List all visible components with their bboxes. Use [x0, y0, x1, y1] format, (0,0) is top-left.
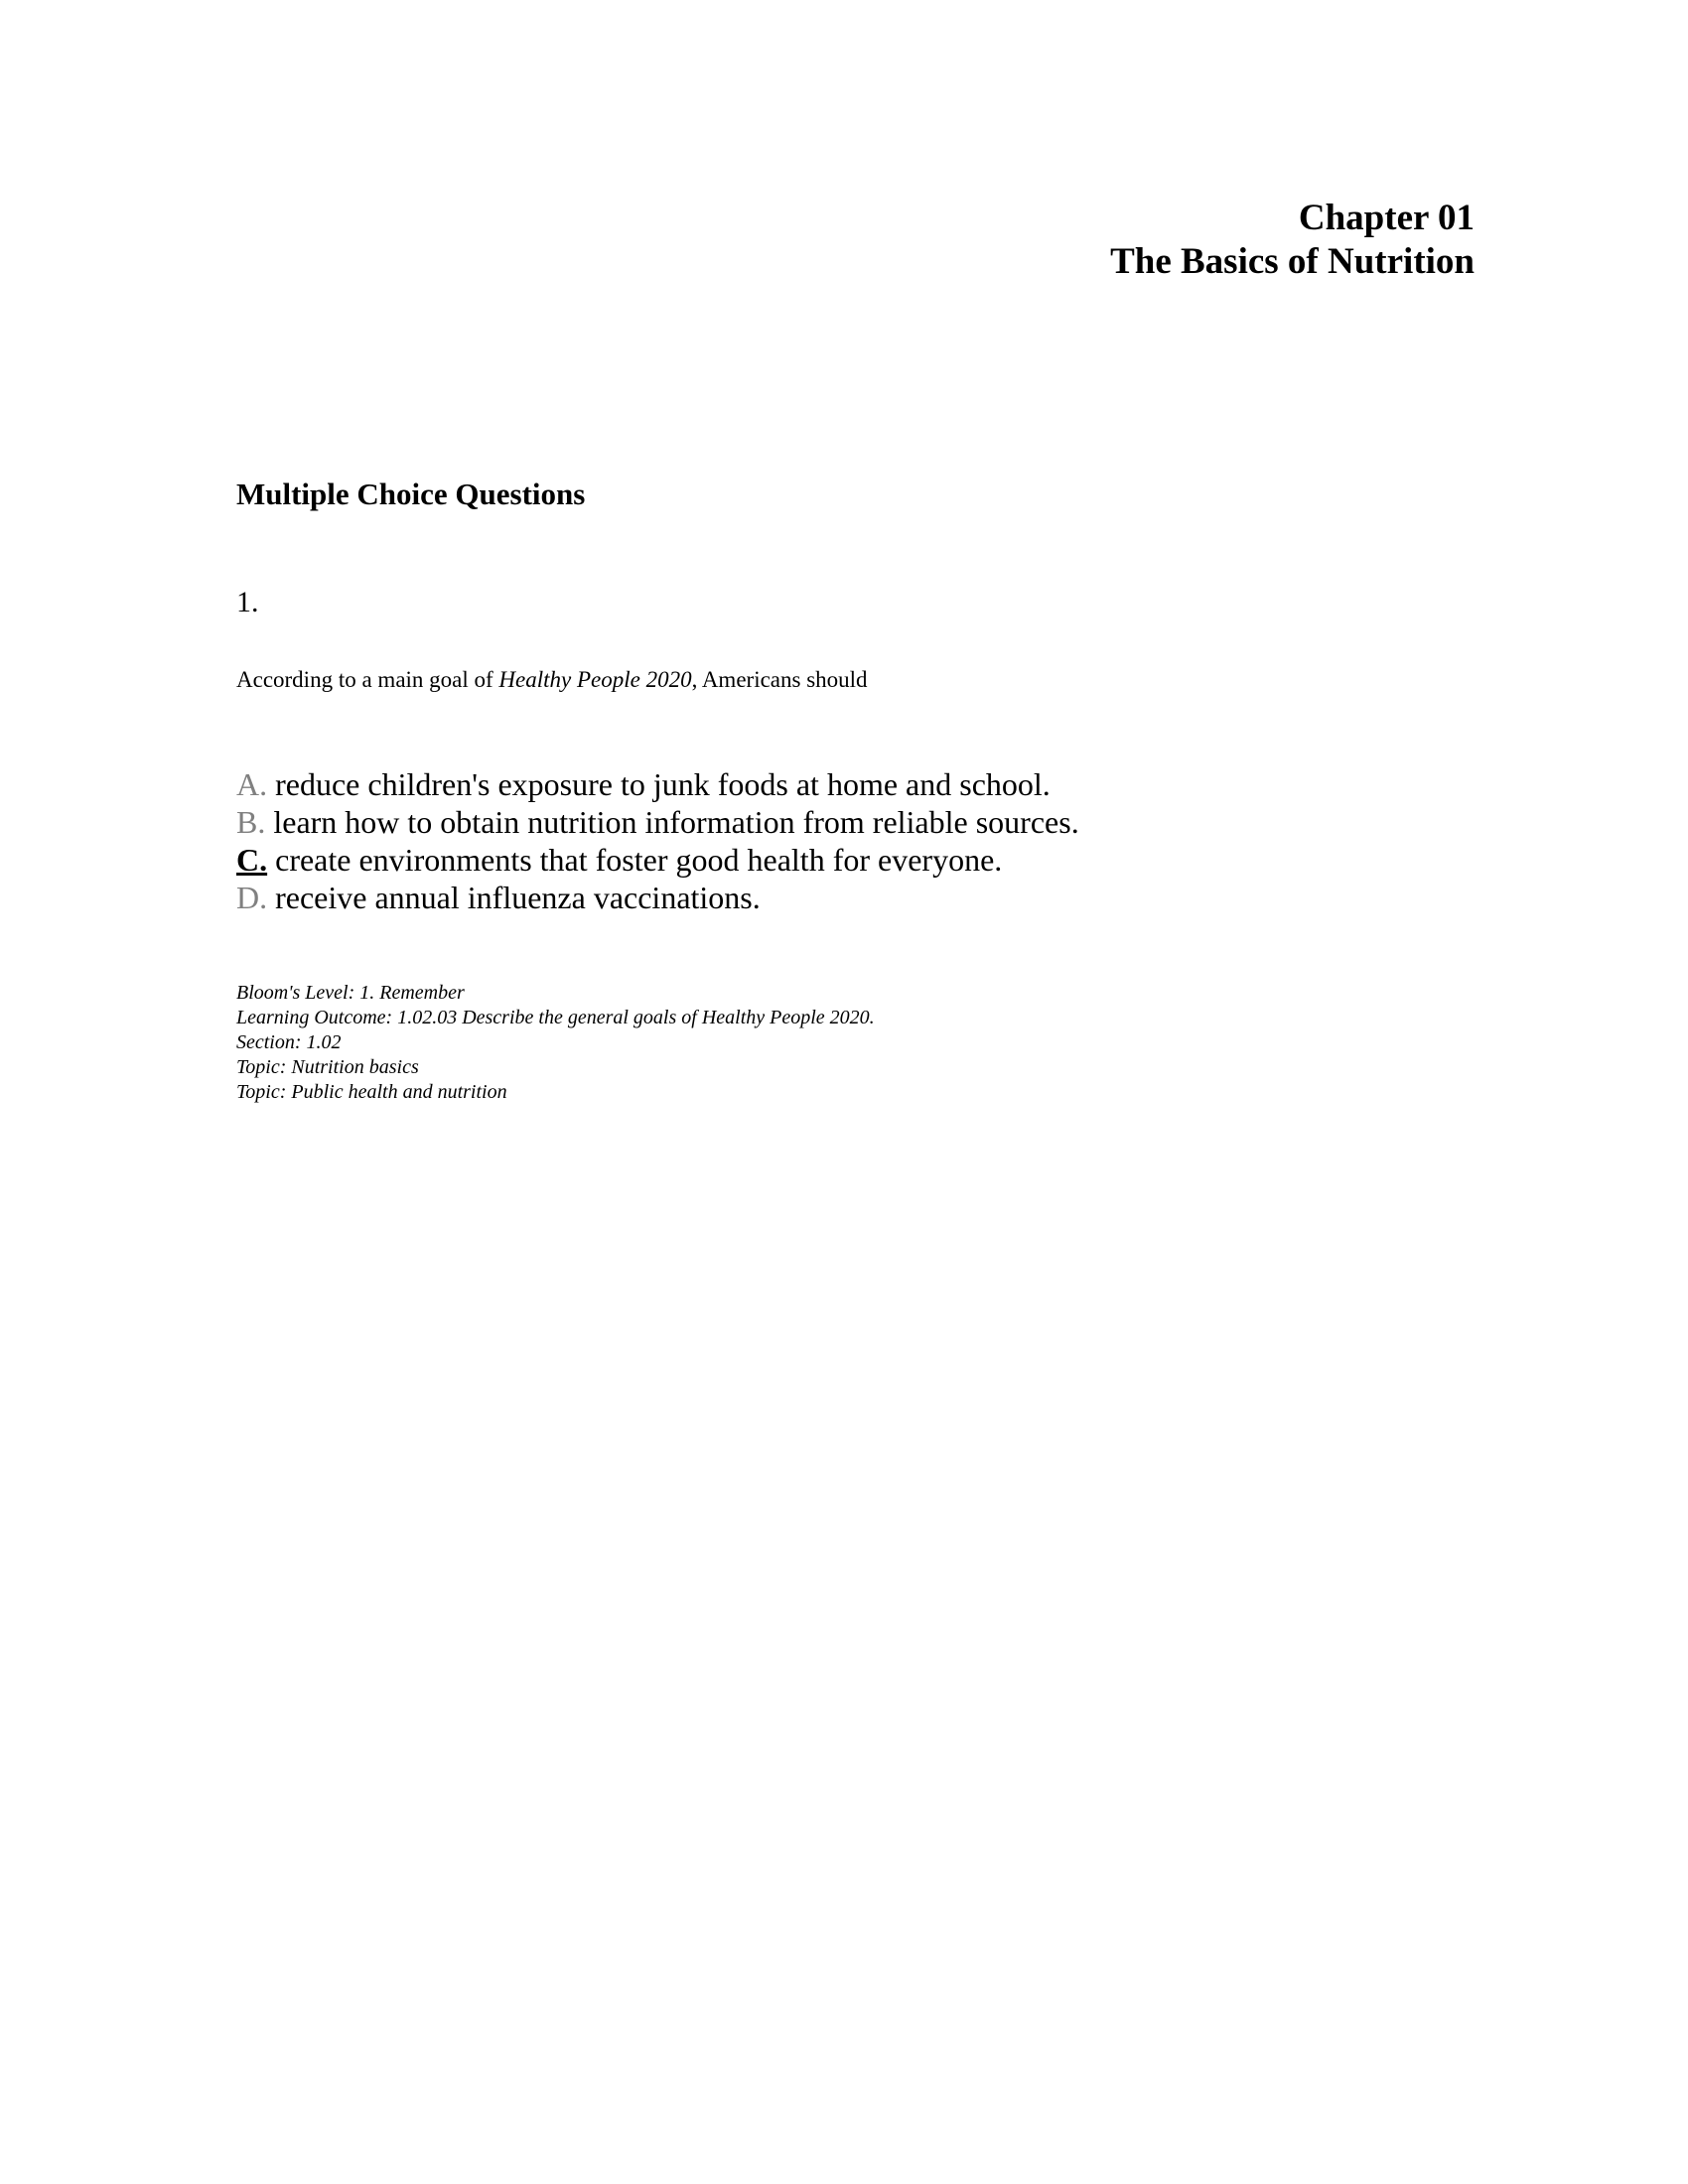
- metadata-learning-outcome: Learning Outcome: 1.02.03 Describe the general goals of Healthy People 2020.: [236, 1007, 875, 1028]
- option-c-correct: [236, 841, 1002, 879]
- section-heading: Multiple Choice Questions: [236, 477, 586, 511]
- question-number: 1.: [236, 586, 259, 618]
- question-text-start: According to a main goal of: [236, 667, 499, 692]
- metadata-topic: Topic: Public health and nutrition: [236, 1081, 507, 1103]
- metadata-blooms-level: Bloom's Level: 1. Remember: [236, 982, 465, 1004]
- option-text: reduce children's exposure to junk foods at home and school.: [275, 766, 1051, 802]
- chapter-number: Chapter 01: [1298, 198, 1475, 238]
- question-text: [236, 667, 868, 693]
- metadata-block: [236, 981, 875, 1105]
- question-text-italic: Healthy People 2020: [498, 667, 692, 692]
- option-d: [236, 879, 761, 916]
- option-text: create environments that foster good health for everyone.: [275, 842, 1003, 878]
- option-letter-correct: C.: [236, 842, 268, 878]
- question-text-end: , Americans should: [691, 667, 868, 692]
- option-letter: A.: [236, 766, 268, 802]
- option-letter: D.: [236, 880, 268, 915]
- metadata-topic: Topic: Nutrition basics: [236, 1056, 419, 1078]
- chapter-title: The Basics of Nutrition: [1110, 241, 1475, 282]
- metadata-section: Section: 1.02: [236, 1031, 342, 1053]
- option-text: learn how to obtain nutrition information from reliable sources.: [273, 804, 1079, 840]
- option-letter: B.: [236, 804, 266, 840]
- option-text: receive annual influenza vaccinations.: [275, 880, 761, 915]
- option-b: [236, 803, 1079, 841]
- option-a: [236, 765, 1051, 803]
